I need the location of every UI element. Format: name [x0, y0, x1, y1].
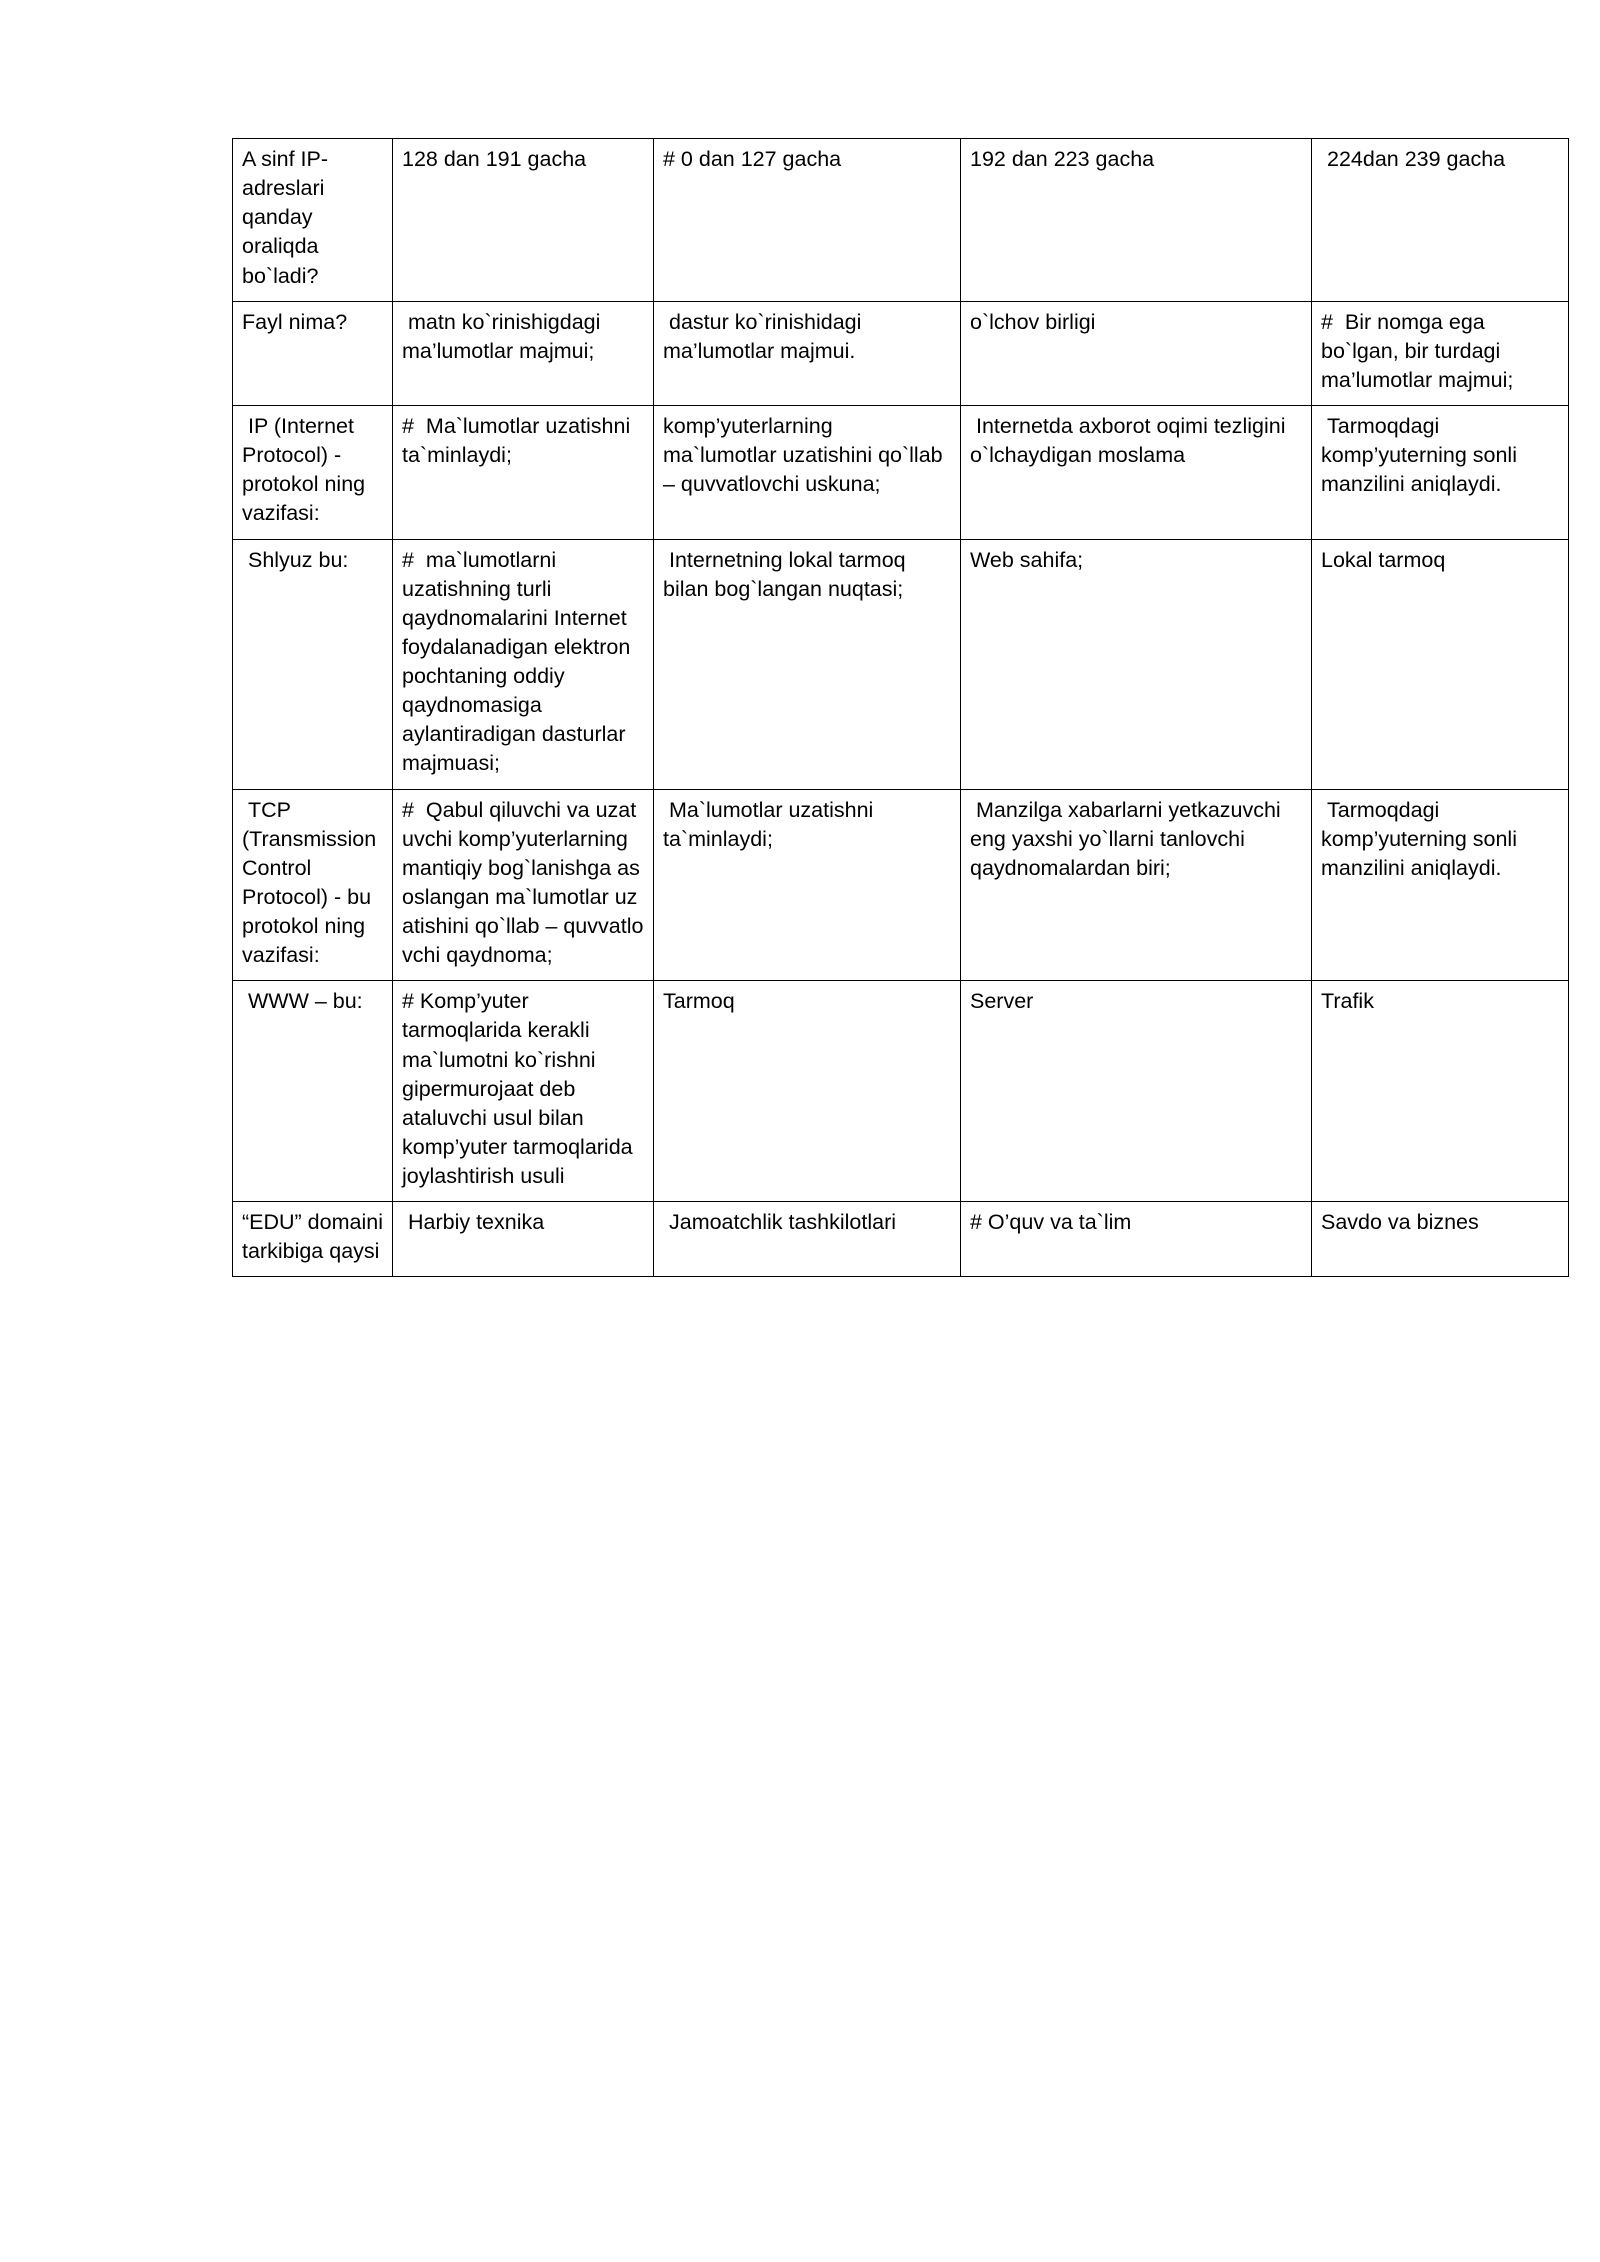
option-cell-d: Lokal tarmoq	[1312, 539, 1569, 789]
option-cell-d: Savdo va biznes	[1312, 1202, 1569, 1277]
option-cell-a: # Qabul qiluvchi va uzatuvchi komp’yuterlarning mantiqiy bog`lanishga asoslangan ma`lumotlar uzatishini qo`llab – quvvatlovchi qaydnoma;	[393, 789, 654, 981]
question-cell: Fayl nima?	[233, 301, 393, 405]
option-cell-c: Manzilga xabarlarni yetkazuvchi eng yaxshi yo`llarni tanlovchi qaydnomalardan biri;	[961, 789, 1312, 981]
option-cell-c: Web sahifa;	[961, 539, 1312, 789]
option-cell-d: Tarmoqdagi komp’yuterning sonli manzilini aniqlaydi.	[1312, 789, 1569, 981]
option-cell-b: komp’yuterlarning ma`lumotlar uzatishini qo`llab – quvvatlovchi uskuna;	[654, 406, 961, 540]
option-cell-d: 224dan 239 gacha	[1312, 139, 1569, 302]
option-cell-c: o`lchov birligi	[961, 301, 1312, 405]
table-row	[233, 301, 1569, 405]
option-cell-a: # Ma`lumotlar uzatishni ta`minlaydi;	[393, 406, 654, 540]
question-cell: IP (Internet Protocol) - protokol ning vazifasi:	[233, 406, 393, 540]
quiz-table-wrapper	[232, 138, 1523, 1277]
option-cell-d: Trafik	[1312, 981, 1569, 1202]
option-cell-c: Internetda axborot oqimi tezligini o`lchaydigan moslama	[961, 406, 1312, 540]
option-cell-a: 128 dan 191 gacha	[393, 139, 654, 302]
option-cell-a: matn ko`rinishigdagi ma’lumotlar majmui;	[393, 301, 654, 405]
option-cell-c: 192 dan 223 gacha	[961, 139, 1312, 302]
question-cell: A sinf IP-adreslari qanday oraliqda bo`ladi?	[233, 139, 393, 302]
table-row	[233, 981, 1569, 1202]
option-cell-d: Tarmoqdagi komp’yuterning sonli manzilini aniqlaydi.	[1312, 406, 1569, 540]
table-row	[233, 406, 1569, 540]
option-cell-a: # Komp’yuter tarmoqlarida kerakli ma`lumotni ko`rishni gipermurojaat deb ataluvchi usul bilan komp’yuter tarmoqlarida joylashtirish usuli	[393, 981, 654, 1202]
option-cell-d: # Bir nomga ega bo`lgan, bir turdagi ma’lumotlar majmui;	[1312, 301, 1569, 405]
option-cell-b: Ma`lumotlar uzatishni ta`minlaydi;	[654, 789, 961, 981]
question-cell: “EDU” domaini tarkibiga qaysi	[233, 1202, 393, 1277]
quiz-table-body	[233, 139, 1569, 1277]
option-cell-c: # O’quv va ta`lim	[961, 1202, 1312, 1277]
question-cell: Shlyuz bu:	[233, 539, 393, 789]
table-row	[233, 1202, 1569, 1277]
table-row	[233, 789, 1569, 981]
table-row	[233, 539, 1569, 789]
option-cell-b: # 0 dan 127 gacha	[654, 139, 961, 302]
quiz-table	[232, 138, 1569, 1277]
option-cell-b: Jamoatchlik tashkilotlari	[654, 1202, 961, 1277]
option-cell-b: Tarmoq	[654, 981, 961, 1202]
option-cell-b: Internetning lokal tarmoq bilan bog`langan nuqtasi;	[654, 539, 961, 789]
option-cell-a: Harbiy texnika	[393, 1202, 654, 1277]
option-cell-b: dastur ko`rinishidagi ma’lumotlar majmui.	[654, 301, 961, 405]
question-cell: TCP (Transmission Control Protocol) - bu protokol ning vazifasi:	[233, 789, 393, 981]
option-cell-c: Server	[961, 981, 1312, 1202]
table-row	[233, 139, 1569, 302]
question-cell: WWW – bu:	[233, 981, 393, 1202]
option-cell-a: # ma`lumotlarni uzatishning turli qaydnomalarini Internet foydalanadigan elektron pochtaning oddiy qaydnomasiga aylantiradigan dasturlar majmuasi;	[393, 539, 654, 789]
